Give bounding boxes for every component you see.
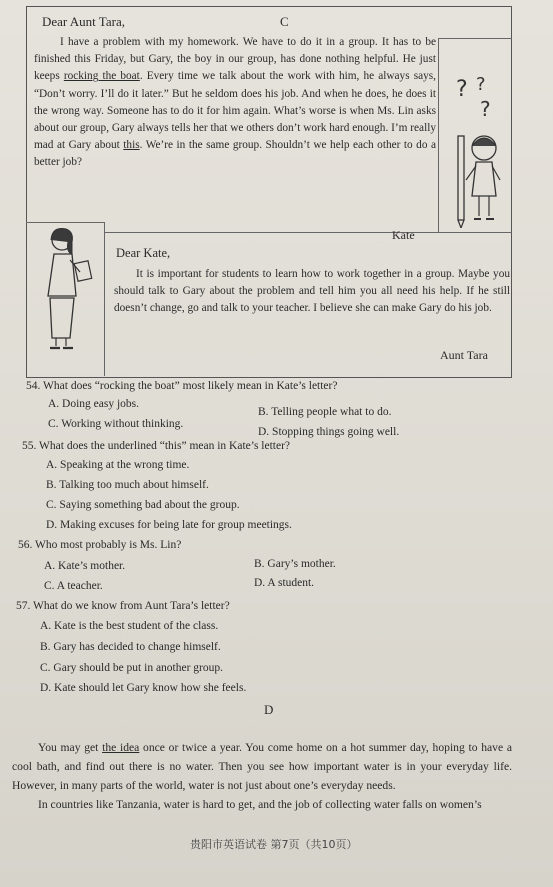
option-54c: C. Working without thinking. xyxy=(48,418,184,430)
divider xyxy=(104,222,105,376)
question-55: 55. What does the underlined “this” mean in Kate’s letter? xyxy=(22,440,291,452)
tara-greeting: Dear Kate, xyxy=(116,246,171,260)
option-54b: B. Telling people what to do. xyxy=(258,406,392,418)
divider xyxy=(438,38,439,232)
page-footer: 贵阳市英语试卷 第7页（共10页） xyxy=(190,838,358,851)
section-label-c: C xyxy=(280,14,289,29)
kate-signature: Kate xyxy=(392,228,415,242)
option-57c: C. Gary should be put in another group. xyxy=(40,662,224,674)
option-56d: D. A student. xyxy=(254,577,315,589)
option-55c: C. Saying something bad about the group. xyxy=(46,499,240,511)
kate-text-part: . Every time we talk about the work with him, he always says, “Don’t worry. I’ll do it later.” But he seldom does his job. And when he does, he does it the wrong way. Someone has to do it for him again. What’s worse is when Ms. Lin asks about our group, Gary always tells her that we others don’t work hard enough. I’m really mad at Gary about xyxy=(34,70,436,152)
underlined-phrase: the idea xyxy=(102,741,140,754)
tara-letter-body xyxy=(114,266,510,318)
option-55b: B. Talking too much about himself. xyxy=(46,479,209,491)
tara-signature: Aunt Tara xyxy=(440,348,488,362)
option-57a: A. Kate is the best student of the class. xyxy=(40,620,219,632)
passage-d xyxy=(12,738,512,814)
underlined-phrase: rocking the boat xyxy=(63,70,140,83)
option-55d: D. Making excuses for being late for group meetings. xyxy=(46,519,292,531)
svg-text:?: ? xyxy=(456,77,468,102)
option-56b: B. Gary’s mother. xyxy=(254,558,336,570)
divider xyxy=(438,38,512,39)
option-56c: C. A teacher. xyxy=(44,580,103,592)
option-57b: B. Gary has decided to change himself. xyxy=(40,641,221,653)
kate-letter-body xyxy=(34,34,436,172)
option-55a: A. Speaking at the wrong time. xyxy=(46,459,190,471)
kate-text-part: . We’re in the same group. Shouldn’t we help each other to do a better job? xyxy=(34,139,436,169)
passage-text: You may get xyxy=(38,741,103,754)
svg-text:?: ? xyxy=(476,76,486,95)
question-56: 56. Who most probably is Ms. Lin? xyxy=(18,539,182,551)
option-54a: A. Doing easy jobs. xyxy=(48,398,140,410)
question-54: 54. What does “rocking the boat” most likely mean in Kate’s letter? xyxy=(26,380,338,392)
passage-text: once or twice a year. You come home on a hot summer day, hoping to have a cool bath, and find out there is no water. Then you see how important water is in your everyday life. However, in many parts of the world, water is not just about one’s everyday needs. xyxy=(12,741,512,792)
option-56a: A. Kate’s mother. xyxy=(44,560,126,572)
divider xyxy=(26,222,105,223)
question-57: 57. What do we know from Aunt Tara’s letter? xyxy=(16,600,230,612)
divider xyxy=(104,232,512,233)
section-label-d: D xyxy=(264,702,274,717)
underlined-word: this xyxy=(123,139,140,152)
passage-text: In countries like Tanzania, water is hard to get, and the job of collecting water falls on women’s xyxy=(38,798,482,811)
option-57d: D. Kate should let Gary know how she feels. xyxy=(40,682,247,694)
kate-text-part: I have a problem with my homework. We have to do it in a group. It has to be finished this Friday, but Gary, the boy in our group, has done nothing helpful. He just keeps xyxy=(34,36,436,83)
thinking-girl-illustration xyxy=(448,76,508,228)
tara-paragraph: It is important for students to learn how to work together in a group. Maybe you should talk to Gary about the problem and tell him you all need his help. If he still doesn’t change, go and talk to your teacher. I believe she can make Gary do his job. xyxy=(114,268,510,315)
aunt-illustration xyxy=(36,226,98,354)
svg-text:?: ? xyxy=(480,97,491,121)
kate-greeting: Dear Aunt Tara, xyxy=(42,14,125,29)
option-54d: D. Stopping things going well. xyxy=(258,426,400,438)
